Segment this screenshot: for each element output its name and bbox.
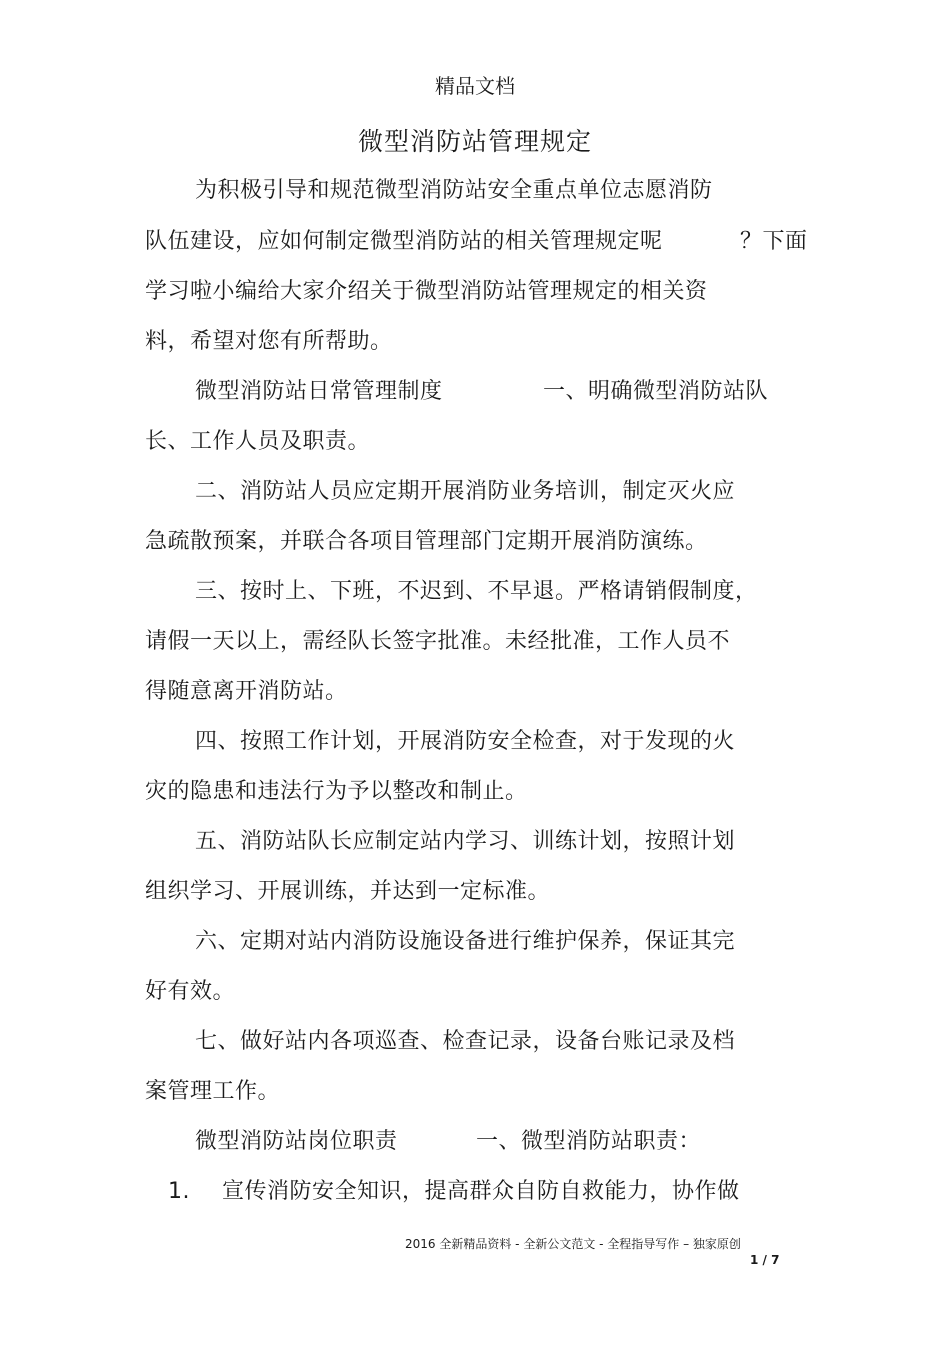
paragraph-line: 料，希望对您有所帮助。 (145, 329, 393, 354)
paragraph-line: 灾的隐患和违法行为予以整改和制止。 (145, 779, 528, 804)
paragraph-line: 得随意离开消防站。 (145, 679, 348, 704)
list-item-text: 一、微型消防站职责： (476, 1129, 702, 1154)
paragraph-line: 四、按照工作计划，开展消防安全检查，对于发现的火 (195, 729, 736, 754)
paragraph-line: 请假一天以上，需经队长签字批准。未经批准，工作人员不 (145, 629, 731, 654)
section-heading: 微型消防站岗位职责 (195, 1129, 398, 1154)
paragraph-line: 七、做好站内各项巡查、检查记录，设备台账记录及档 (195, 1029, 736, 1054)
paragraph-line: 三、按时上、下班，不迟到、不早退。严格请销假制度， (195, 579, 758, 604)
paragraph-line: 长、工作人员及职责。 (145, 429, 371, 454)
page-number: 1 / 7 (750, 1253, 780, 1267)
paragraph-line: ？下面 (740, 229, 808, 254)
document-title: 微型消防站管理规定 (357, 127, 592, 156)
paragraph-line: 好有效。 (145, 979, 236, 1004)
paragraph-line: 二、消防站人员应定期开展消防业务培训，制定灭火应 (195, 479, 736, 504)
paragraph-line: 六、定期对站内消防设施设备进行维护保养，保证其完 (195, 929, 736, 954)
page-header-label: 精品文档 (435, 74, 515, 98)
paragraph-line: 学习啦小编给大家介绍关于微型消防站管理规定的相关资 (145, 279, 708, 304)
section-heading: 微型消防站日常管理制度 (195, 379, 443, 404)
list-item-text: 一、明确微型消防站队 (543, 379, 769, 404)
paragraph-line: 案管理工作。 (145, 1079, 281, 1104)
list-item-number: 1. (168, 1179, 190, 1204)
footer-note: 2016 全新精品资料 - 全新公文范文 - 全程指导写作 – 独家原创 (405, 1237, 741, 1251)
paragraph-line: 为积极引导和规范微型消防站安全重点单位志愿消防 (195, 178, 713, 203)
paragraph-line: 队伍建设，应如何制定微型消防站的相关管理规定呢 (145, 229, 663, 254)
paragraph-line: 五、消防站队长应制定站内学习、训练计划，按照计划 (195, 829, 736, 854)
paragraph-line: 组织学习、开展训练，并达到一定标准。 (145, 879, 551, 904)
list-item-text: 宣传消防安全知识，提高群众自防自救能力，协作做 (222, 1179, 740, 1204)
paragraph-line: 急疏散预案，并联合各项目管理部门定期开展消防演练。 (145, 529, 708, 554)
